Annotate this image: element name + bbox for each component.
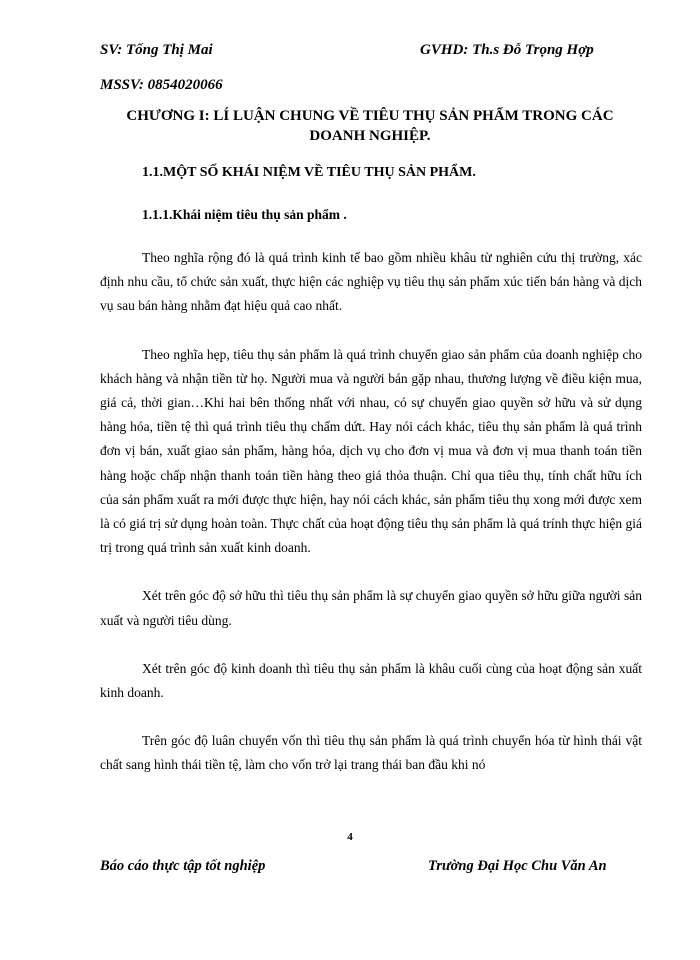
chapter-title: CHƯƠNG I: LÍ LUẬN CHUNG VỀ TIÊU THỤ SẢN PHẨM TRONG CÁC DOANH NGHIỆP. [126,108,614,144]
paragraph: Theo nghĩa hẹp, tiêu thụ sản phẩm là quá trình chuyển giao sản phẩm của doanh nghiệp cho khách hàng và nhận tiền từ họ. Người mua và người bán gặp nhau, thương lượng về điều kiện mua, giá cả, thời gian…Khi hai bên thống nhất với nhau, có sự chuyển giao quyền sở hữu và sử dụng hàng hóa, tiền tệ thì quá trình tiêu thụ chấm dứt. Hay nói cách khác, tiêu thụ sản phẩm là quá trình đơn vị bán, xuất giao sản phẩm, hàng hóa, dịch vụ cho đơn vị mua và đơn vị mua thanh toán tiền hàng hoặc chấp nhận thanh toán tiền hàng theo giá thỏa thuận. Chỉ qua tiêu thụ, tính chất hữu ích của sản phẩm xuất ra mới được thực hiện, hay nói cách khác, sản phẩm tiêu thụ xong mới được xem là có giá trị sử dụng hoàn toàn. Thực chất của hoạt động tiêu thụ sản phẩm là quá trính thực hiện giá trị trong quá trình sản xuất kinh doanh. [100,346,642,556]
header-student-id: MSSV: 0854020066 [100,77,223,93]
footer-report: Báo cáo thực tập tốt nghiệp [100,858,266,874]
header-advisor: GVHD: Th.s Đỗ Trọng Hợp [420,42,594,58]
paragraph: Trên góc độ luân chuyển vốn thì tiêu thụ sản phẩm là quá trình chuyển hóa từ hình thái vật chất sang hình thái tiền tệ, làm cho vốn trở lại trang thái ban đầu khi nó [100,733,642,773]
page-number: 4 [347,831,353,843]
paragraph: Xét trên góc độ kinh doanh thì tiêu thụ sản phẩm là khâu cuối cùng của hoạt động sản xuất kinh doanh. [100,660,642,701]
footer-school: Trường Đại Học Chu Văn An [428,858,607,874]
paragraph: Theo nghĩa rộng đó là quá trình kinh tế bao gồm nhiều khâu từ nghiên cứu thị trường, xác định nhu cầu, tổ chức sản xuất, thực hiện các nghiệp vụ tiêu thụ sản phẩm xúc tiến bán hàng và dịch vụ sau bán hàng nhằm đạt hiệu quả cao nhất. [100,250,642,314]
paragraph: Xét trên góc độ sở hữu thì tiêu thụ sản phẩm là sự chuyển giao quyền sở hữu giữa người sản xuất và người tiêu dùng. [100,588,642,628]
subsection-title: 1.1.1.Khái niệm tiêu thụ sản phẩm . [142,207,347,222]
header-student: SV: Tống Thị Mai [100,42,213,58]
section-title: 1.1.MỘT SỐ KHÁI NIỆM VỀ TIÊU THỤ SẢN PHẨM. [142,165,476,180]
body-text [100,246,642,802]
